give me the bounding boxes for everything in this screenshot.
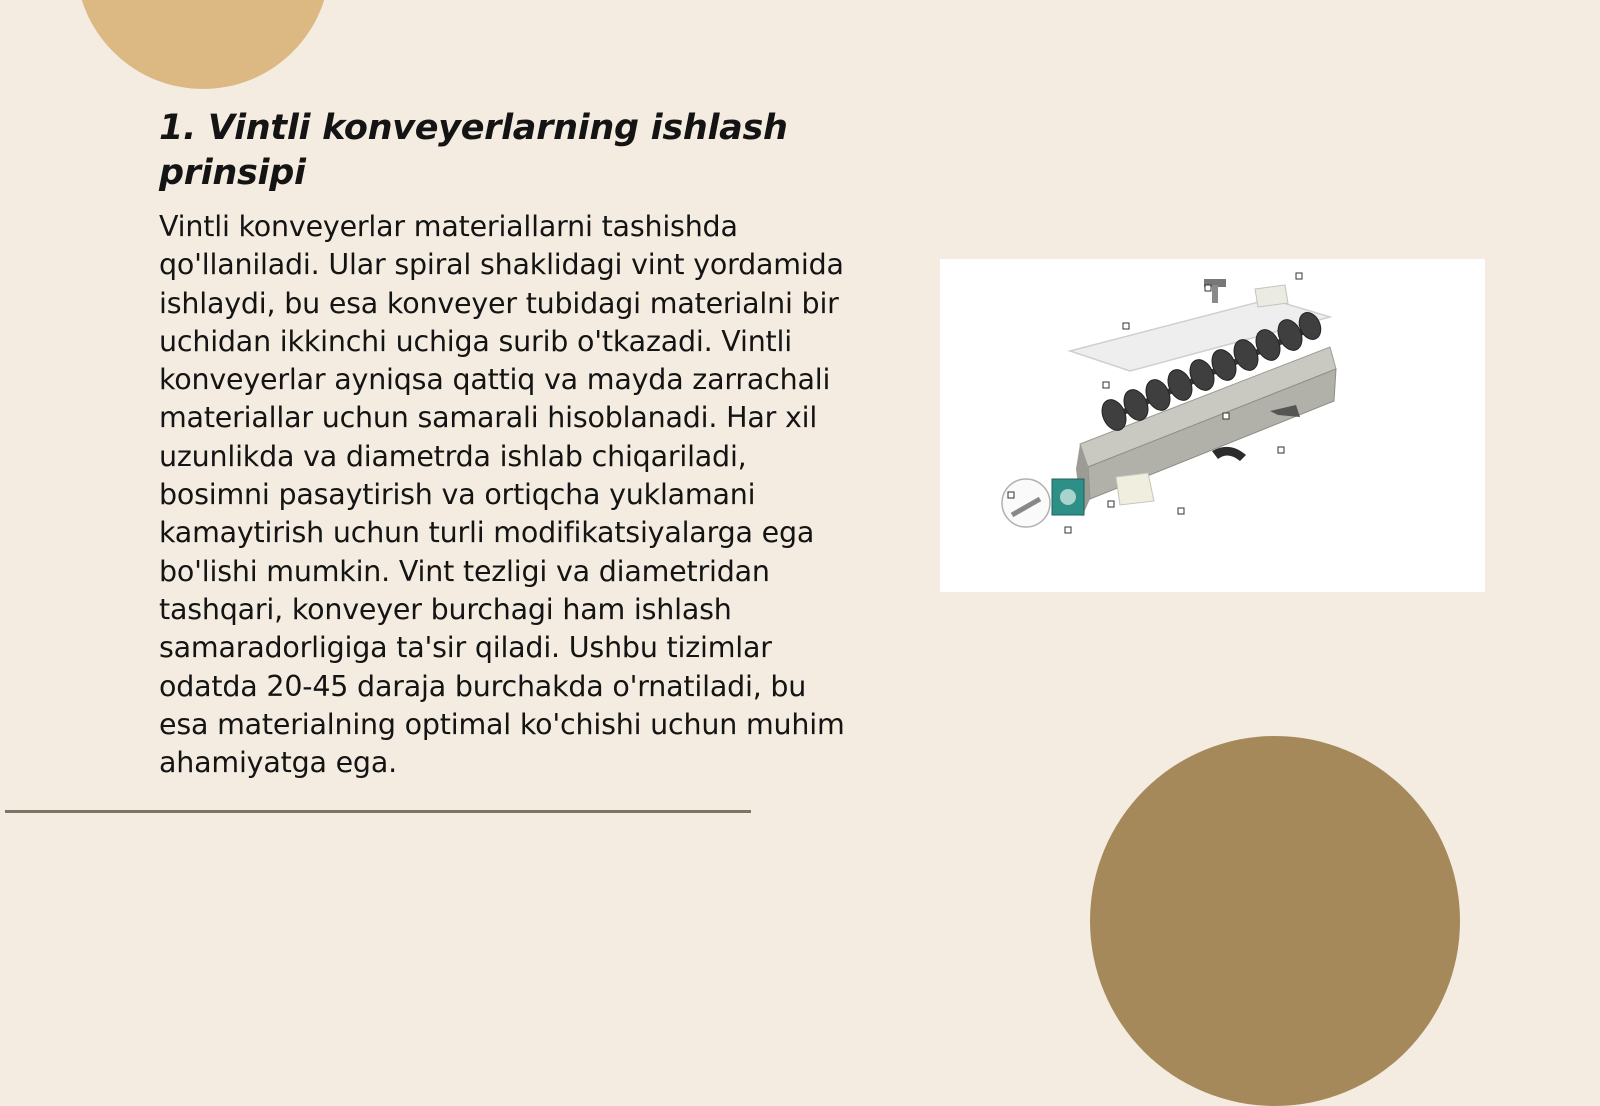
- screw-conveyor-image: [940, 259, 1485, 592]
- coupling-detail: [1002, 479, 1050, 527]
- slide-heading: 1. Vintli konveyerlarning ishlash prinsipi: [159, 108, 788, 193]
- decorative-circle-top: [76, 0, 330, 89]
- inlet-spout: [1212, 285, 1218, 303]
- screw-conveyor-diagram: [940, 259, 1485, 592]
- outlet-spout: [1255, 285, 1288, 307]
- divider-line: [5, 810, 751, 813]
- feed-chute: [1116, 473, 1154, 505]
- motor-hub: [1060, 489, 1076, 505]
- decorative-circle-bottom: [1090, 736, 1460, 1106]
- hanger-bearing: [1212, 447, 1246, 461]
- slide-body-text: Vintli konveyerlar materiallarni tashishda qo'llaniladi. Ular spiral shaklidagi vint yordamida ishlaydi, bu esa konveyer tubidagi materialni bir uchidan ikkinchi uchiga surib o'tkazadi. Vintli konveyerlar ayniqsa qattiq va mayda zarrachali materiallar uchun samarali hisoblanadi. Har xil uzunlikda va diametrda ishlab chiqariladi, bosimni pasaytirish va ortiqcha yuklamani kamaytirish uchun turli modifikatsiyalarga ega bo'lishi mumkin. Vint tezligi va diametridan tashqari, konveyer burchagi ham ishlash samaradorligiga ta'sir qiladi. Ushbu tizimlar odatda 20-45 daraja burchakda o'rnatiladi, bu esa materialning optimal ko'chishi uchun muhim ahamiyatga ega.: [159, 210, 845, 780]
